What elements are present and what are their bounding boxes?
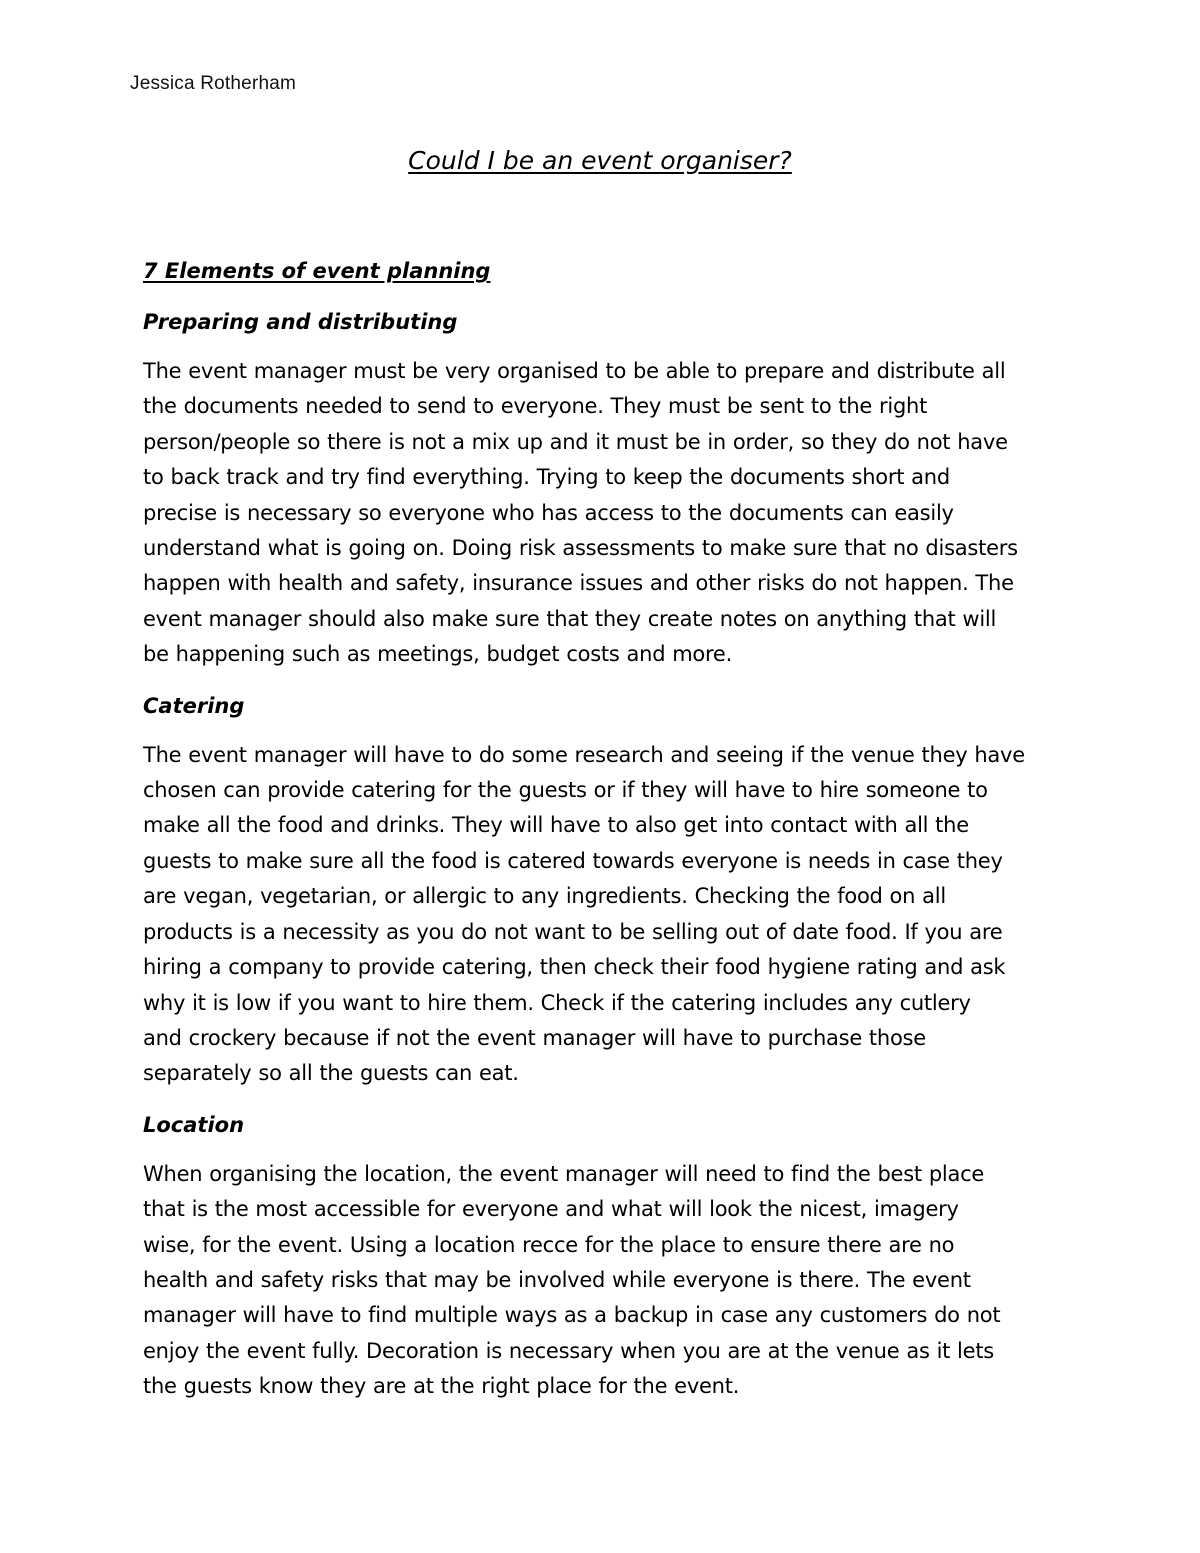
- text-line: enjoy the event fully. Decoration is necessary when you are at the venue as it lets: [143, 1338, 994, 1363]
- text-line: are vegan, vegetarian, or allergic to any ingredients. Checking the food on all: [143, 884, 946, 909]
- text-line: When organising the location, the event manager will need to find the best place: [143, 1161, 985, 1186]
- paragraph-location: [143, 1157, 1068, 1405]
- text-line: person/people so there is not a mix up and it must be in order, so they do not have: [143, 429, 1008, 454]
- text-line: chosen can provide catering for the guests or if they will have to hire someone to: [143, 778, 988, 803]
- section-catering: [143, 688, 1068, 1092]
- text-line: separately so all the guests can eat.: [143, 1061, 519, 1086]
- text-line: products is a necessity as you do not want to be selling out of date food. If you are: [143, 919, 1003, 944]
- text-line: event manager should also make sure that they create notes on anything that will: [143, 606, 997, 631]
- text-line: manager will have to find multiple ways as a backup in case any customers do not: [143, 1303, 1001, 1328]
- page-title: Could I be an event organiser?: [408, 146, 792, 175]
- text-line: The event manager will have to do some research and seeing if the venue they have: [143, 742, 1025, 767]
- text-line: that is the most accessible for everyone and what will look the nicest, imagery: [143, 1197, 959, 1222]
- text-line: hiring a company to provide catering, then check their food hygiene rating and ask: [143, 955, 1006, 980]
- text-line: the documents needed to send to everyone. They must be sent to the right: [143, 394, 928, 419]
- text-line: and crockery because if not the event manager will have to purchase those: [143, 1025, 926, 1050]
- document-body: [143, 253, 1068, 1405]
- text-line: make all the food and drinks. They will have to also get into contact with all the: [143, 813, 969, 838]
- text-line: be happening such as meetings, budget costs and more.: [143, 642, 733, 667]
- text-line: wise, for the event. Using a location recce for the place to ensure there are no: [143, 1232, 955, 1257]
- text-line: health and safety risks that may be involved while everyone is there. The event: [143, 1267, 971, 1292]
- subheading-preparing-and-distributing: Preparing and distributing: [143, 310, 458, 334]
- paragraph-preparing-and-distributing: [143, 354, 1068, 673]
- text-line: The event manager must be very organised to be able to prepare and distribute all: [143, 359, 1006, 383]
- subheading-catering: Catering: [143, 693, 245, 718]
- section-location: [143, 1107, 1068, 1405]
- text-line: happen with health and safety, insurance issues and other risks do not happen. The: [143, 571, 1014, 596]
- paragraph-catering: [143, 738, 1068, 1092]
- section-heading: 7 Elements of event planning: [143, 259, 491, 283]
- text-line: guests to make sure all the food is catered towards everyone is needs in case they: [143, 848, 1003, 873]
- section-preparing-and-distributing: [143, 304, 1068, 673]
- text-line: to back track and try find everything. Trying to keep the documents short and: [143, 465, 950, 490]
- subheading-location: Location: [143, 1112, 245, 1137]
- header-author-name: Jessica Rotherham: [130, 73, 297, 94]
- text-line: the guests know they are at the right place for the event.: [143, 1374, 740, 1399]
- text-line: why it is low if you want to hire them. Check if the catering includes any cutlery: [143, 990, 971, 1015]
- text-line: precise is necessary so everyone who has access to the documents can easily: [143, 500, 954, 525]
- text-line: understand what is going on. Doing risk assessments to make sure that no disasters: [143, 536, 1018, 561]
